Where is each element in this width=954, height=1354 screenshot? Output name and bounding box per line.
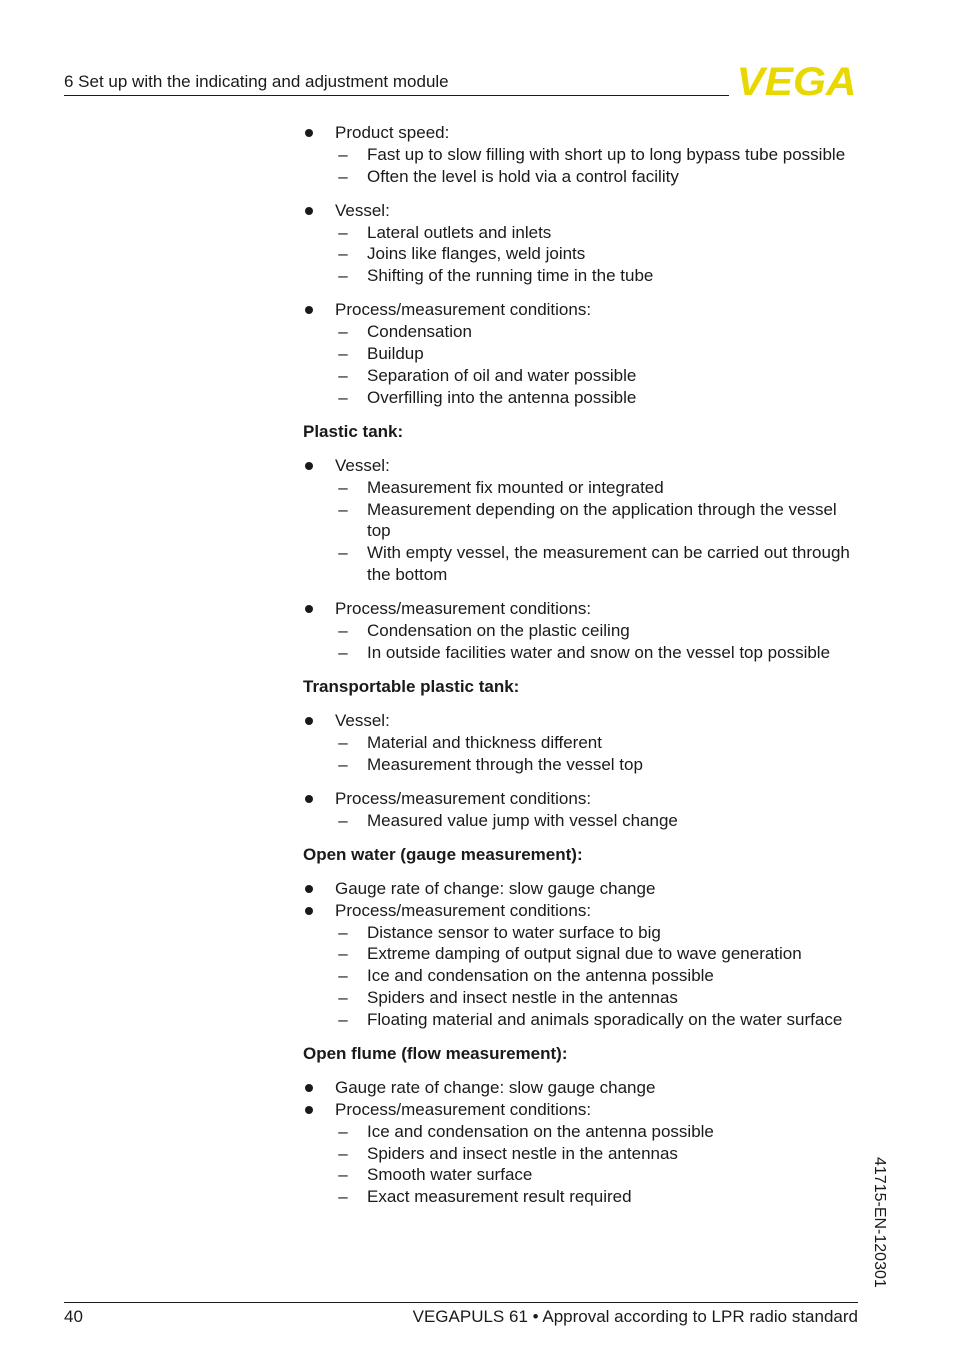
bullet-group (303, 1077, 863, 1099)
bullet-item (303, 200, 863, 222)
page-number: 40 (64, 1307, 83, 1326)
document-body (303, 122, 863, 1220)
bullet-dot-icon (305, 605, 313, 613)
logo-wordmark: VEGA (736, 64, 857, 98)
bullet-label: Process/measurement conditions: (335, 599, 592, 619)
bullet-label: Gauge rate of change: slow gauge change (335, 879, 656, 899)
bullet-group (303, 598, 863, 663)
sub-item-text: Condensation (367, 322, 472, 342)
sub-item-text: Ice and condensation on the antenna possible (367, 966, 714, 986)
dash-icon: – (338, 732, 348, 752)
dash-icon: – (338, 966, 348, 986)
sub-item-text: Smooth water surface (367, 1165, 533, 1185)
dash-icon: – (338, 365, 348, 385)
sub-item-text: Joins like flanges, weld joints (367, 244, 586, 264)
bullet-label: Vessel: (335, 200, 390, 220)
bullet-label: Process/measurement conditions: (335, 788, 592, 808)
header-chapter-title: 6 Set up with the indicating and adjustment module (64, 72, 449, 91)
dash-icon: – (338, 1009, 348, 1029)
sub-item-text: Overfilling into the antenna possible (367, 387, 637, 407)
sub-list-item (303, 987, 863, 1009)
sub-list-item (303, 1164, 863, 1186)
section-heading: Plastic tank: (303, 421, 404, 441)
bullet-item (303, 900, 863, 922)
bullet-item (303, 710, 863, 732)
bullet-group (303, 900, 863, 1031)
bullet-dot-icon (305, 1084, 313, 1092)
sub-list-item (303, 387, 863, 409)
sub-list-item (303, 732, 863, 754)
dash-icon: – (338, 620, 348, 640)
sub-list-item (303, 477, 863, 499)
sub-item-text: In outside facilities water and snow on the vessel top possible (367, 642, 831, 662)
footer-document-title: VEGAPULS 61 • Approval according to LPR radio standard (412, 1307, 858, 1326)
sub-item-text: Condensation on the plastic ceiling (367, 620, 630, 640)
sub-list-item (303, 1009, 863, 1031)
bullet-dot-icon (305, 1106, 313, 1114)
bullet-item (303, 1099, 863, 1121)
sub-item-text: Floating material and animals sporadically on the water surface (367, 1009, 843, 1029)
bullet-item (303, 598, 863, 620)
dash-icon: – (338, 1121, 348, 1141)
sub-list-item (303, 1143, 863, 1165)
sub-list-item (303, 243, 863, 265)
bullet-label: Process/measurement conditions: (335, 900, 592, 920)
bullet-group (303, 122, 863, 187)
sub-item-text: Distance sensor to water surface to big (367, 922, 661, 942)
dash-icon: – (338, 166, 348, 186)
dash-icon: – (338, 387, 348, 407)
sub-list-item (303, 1121, 863, 1143)
dash-icon: – (338, 499, 348, 519)
sub-list-item (303, 965, 863, 987)
dash-icon: – (338, 244, 348, 264)
sub-item-text: Lateral outlets and inlets (367, 222, 552, 242)
sub-list-item (303, 1186, 863, 1208)
sub-item-text: Fast up to slow filling with short up to long bypass tube possible (367, 144, 846, 164)
bullet-item (303, 1077, 863, 1099)
bullet-label: Process/measurement conditions: (335, 300, 592, 320)
sub-item-text: Often the level is hold via a control facility (367, 166, 679, 186)
bullet-group (303, 200, 863, 287)
footer-divider (64, 1302, 858, 1303)
section-heading: Transportable plastic tank: (303, 676, 520, 696)
sub-item-text: Spiders and insect nestle in the antennas (367, 1143, 678, 1163)
sub-item-text: With empty vessel, the measurement can be carried out through the bottom (367, 543, 850, 584)
bullet-group (303, 710, 863, 775)
bullet-item (303, 299, 863, 321)
sub-item-text: Spiders and insect nestle in the antennas (367, 988, 678, 1007)
sub-list-item (303, 620, 863, 642)
bullet-group (303, 1099, 863, 1208)
dash-icon: – (338, 988, 348, 1007)
bullet-group (303, 299, 863, 408)
bullet-label: Process/measurement conditions: (335, 1099, 592, 1119)
bullet-dot-icon (305, 306, 313, 314)
sub-list-item (303, 144, 863, 166)
sub-list-item (303, 943, 863, 965)
dash-icon: – (338, 322, 348, 342)
dash-icon: – (338, 1187, 348, 1207)
dash-icon: – (338, 343, 348, 363)
dash-icon: – (338, 1143, 348, 1163)
bullet-dot-icon (305, 129, 313, 137)
bullet-dot-icon (305, 717, 313, 725)
sub-list-item (303, 365, 863, 387)
section-heading: Open water (gauge measurement): (303, 844, 583, 864)
document-code: 41715-EN-120301 (871, 1157, 888, 1288)
bullet-dot-icon (305, 885, 313, 893)
dash-icon: – (338, 810, 348, 830)
sub-list-item (303, 542, 863, 586)
sub-item-text: Shifting of the running time in the tube (367, 266, 654, 286)
sub-list-item (303, 642, 863, 664)
sub-list-item (303, 754, 863, 776)
sub-item-text: Measured value jump with vessel change (367, 810, 678, 830)
sub-list-item (303, 810, 863, 832)
sub-item-text: Ice and condensation on the antenna possible (367, 1121, 714, 1141)
sub-list-item (303, 343, 863, 365)
bullet-label: Vessel: (335, 455, 390, 475)
sub-item-text: Separation of oil and water possible (367, 365, 637, 385)
dash-icon: – (338, 266, 348, 286)
bullet-label: Gauge rate of change: slow gauge change (335, 1078, 656, 1098)
dash-icon: – (338, 222, 348, 242)
dash-icon: – (338, 543, 348, 563)
sub-item-text: Measurement depending on the application through the vessel top (367, 499, 837, 541)
sub-list-item (303, 922, 863, 944)
header-divider (64, 95, 729, 96)
dash-icon: – (338, 144, 348, 164)
dash-icon: – (338, 944, 348, 964)
sub-list-item (303, 265, 863, 287)
section-heading: Open flume (flow measurement): (303, 1043, 568, 1063)
bullet-dot-icon (305, 207, 313, 215)
dash-icon: – (338, 922, 348, 942)
sub-list-item (303, 222, 863, 244)
sub-list-item (303, 321, 863, 343)
bullet-item (303, 122, 863, 144)
dash-icon: – (338, 642, 348, 662)
sub-list-item (303, 499, 863, 543)
bullet-group (303, 788, 863, 832)
dash-icon: – (338, 754, 348, 774)
bullet-dot-icon (305, 462, 313, 470)
bullet-item (303, 455, 863, 477)
bullet-item (303, 788, 863, 810)
bullet-group (303, 455, 863, 586)
dash-icon: – (338, 477, 348, 497)
sub-item-text: Measurement through the vessel top (367, 754, 643, 774)
bullet-dot-icon (305, 907, 313, 915)
sub-item-text: Material and thickness different (367, 732, 602, 752)
sub-item-text: Buildup (367, 343, 424, 363)
sub-list-item (303, 166, 863, 188)
bullet-group (303, 878, 863, 900)
bullet-label: Product speed: (335, 123, 450, 142)
sub-item-text: Exact measurement result required (367, 1187, 632, 1207)
bullet-label: Vessel: (335, 711, 390, 731)
bullet-dot-icon (305, 795, 313, 803)
bullet-item (303, 878, 863, 900)
sub-item-text: Extreme damping of output signal due to wave generation (367, 944, 802, 964)
sub-item-text: Measurement fix mounted or integrated (367, 477, 664, 497)
dash-icon: – (338, 1165, 348, 1185)
vega-logo (735, 64, 858, 98)
